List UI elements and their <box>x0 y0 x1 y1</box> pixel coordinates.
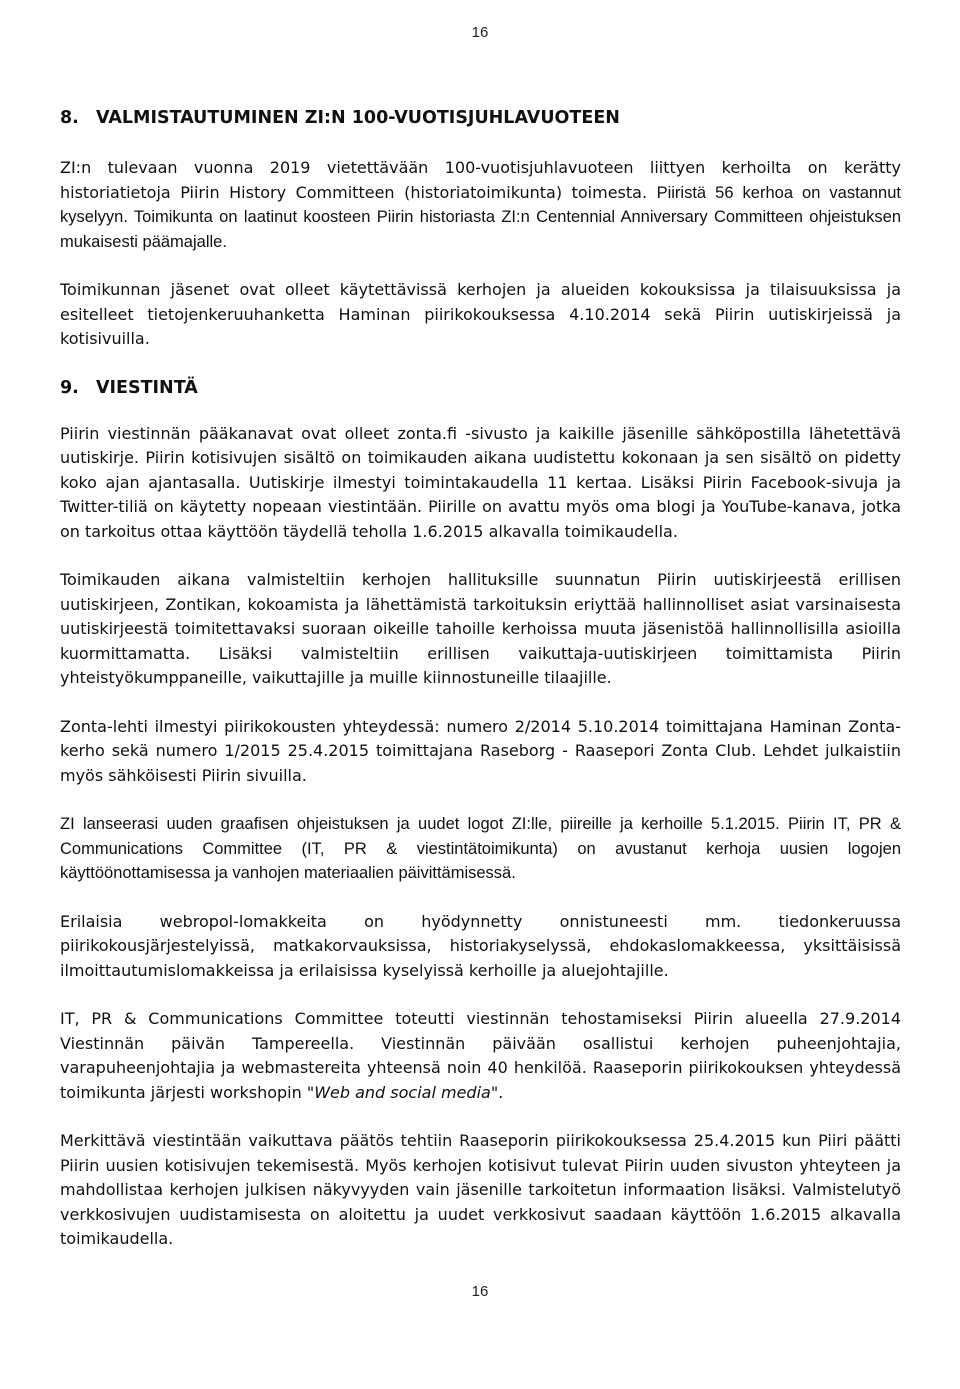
section-9-p6-part-b: ". <box>490 1082 504 1102</box>
section-8-paragraph-1 <box>60 156 901 254</box>
section-8-p1-part-b: Piiristä 56 kerhoa on vastannut kyselyyn. <box>60 183 901 226</box>
section-9-title: VIESTINTÄ <box>96 377 198 398</box>
page-number-header: 16 <box>471 24 489 41</box>
section-9-p6-part-a: IT, PR & Communications Committee toteutti viestinnän tehostamiseksi Piirin alueella 27.9.2014 Viestinnän päivän Tampereella. Viestinnän päivään osallistui kerhojen puheenjohtajia, varapuheenjohtajia ja webmastereita yhteensä noin 40 henkilöä. Raaseporin piirikokouksen yhteydessä toimikunta järjesti workshopin " <box>60 1009 901 1102</box>
section-9-paragraph-5: Erilaisia webropol-lomakkeita on hyödynnetty onnistuneesti mm. tiedonkeruussa piirikokousjärjestelyissä, matkakorvauksissa, historiakyselyssä, ehdokaslomakkeessa, yksittäisissä ilmoittautumislomakkeissa ja erilaisissa kyselyissä kerhoille ja aluejohtajille. <box>60 911 901 980</box>
section-9-heading <box>60 376 901 400</box>
section-8-p1-part-c: Toimikunta on laatinut koosteen Piirin historiasta ZI:n Centennial Anniversary Committeen ohjeistuksen mukaisesti päämajalle. <box>60 208 901 251</box>
page-number-footer: 16 <box>471 1283 489 1300</box>
section-9-number: 9. <box>60 377 79 398</box>
section-9-paragraph-2: Toimikauden aikana valmisteltiin kerhojen hallituksille suunnatun Piirin uutiskirjeestä erillisen uutiskirjeen, Zontikan, kokoamista ja lähettämistä tarkoituksin eriyttää hallinnolliset asiat varsinaisesta uutiskirjeestä toimitettavaksi suoraan oikeille tahoille kerhoissa muuta jäsenistöä hallinnollisilla asioilla kuormittamatta. Lisäksi valmisteltiin erillisen vaikuttaja-uutiskirjeen toimittamista Piirin yhteistyökumppaneille, vaikuttajille ja muille kiinnostuneille tilaajille. <box>60 570 901 687</box>
section-9-p6-emphasis: Web and social media <box>314 1082 491 1102</box>
section-8-paragraph-2: Toimikunnan jäsenet ovat olleet käytettävissä kerhojen ja alueiden kokouksissa ja tilaisuuksissa ja esitelleet tietojenkeruuhanketta Haminan piirikokouksessa 4.10.2014 sekä Piirin uutiskirjeissä ja kotisivuilla. <box>60 280 901 348</box>
section-9-paragraph-3: Zonta-lehti ilmestyi piirikokousten yhteydessä: numero 2/2014 5.10.2014 toimittajana Haminan Zonta-kerho sekä numero 1/2015 25.4.2015 toimittajana Raseborg - Raasepori Zonta Club. Lehdet julkaistiin myös sähköisesti Piirin sivuilla. <box>60 716 901 785</box>
section-9-paragraph-1: Piirin viestinnän pääkanavat ovat olleet zonta.fi -sivusto ja kaikille jäsenille sähköpostilla lähetettävä uutiskirje. Piirin kotisivujen sisältö on toimikauden aikana uudistettu kokonaan ja sen sisältö on pidetty koko ajan ajantasalla. Uutiskirje ilmestyi toimintakaudella 11 kertaa. Lisäksi Piirin Facebook-sivuja ja Twitter-tiliä on käytetty nopeaan viestintään. Piirille on avattu myös oma blogi ja YouTube-kanava, jotka on tarkoitus ottaa käyttöön täydellä teholla 1.6.2015 alkavalla toimikaudella. <box>60 423 901 541</box>
section-8-number: 8. <box>60 108 79 128</box>
document-body <box>60 106 901 1276</box>
section-8-title: VALMISTAUTUMINEN ZI:N 100-VUOTISJUHLAVUOTEEN <box>96 108 620 128</box>
section-9-paragraph-6 <box>60 1007 901 1105</box>
section-8-heading <box>60 106 901 130</box>
section-8-p1-part-a: ZI:n tulevaan vuonna 2019 vietettävään 100-vuotisjuhlavuoteen liittyen kerhoilta on kerätty historiatietoja Piirin History Committeen (historiatoimikunta) toimesta. <box>60 158 901 202</box>
section-9-paragraph-7: Merkittävä viestintään vaikuttava päätös tehtiin Raaseporin piirikokouksessa 25.4.2015 kun Piiri päätti Piirin uusien kotisivujen tekemisestä. Myös kerhojen kotisivut tulevat Piirin uuden sivuston yhteyteen ja mahdollistaa kerhojen julkisen näkyvyyden vain jäsenille tarkoitetun informaation lisäksi. Valmistelutyö verkkosivujen uudistamisesta on aloitettu ja uudet verkkosivut saadaan käyttöön 1.6.2015 alkavalla toimikaudella. <box>60 1131 901 1248</box>
section-9-paragraph-4: ZI lanseerasi uuden graafisen ohjeistuksen ja uudet logot ZI:lle, piireille ja kerhoille 5.1.2015. Piirin IT, PR & Communications Committee (IT, PR & viestintätoimikunta) on avustanut kerhoja uusien logojen käyttöönottamisessa ja vanhojen materiaalien päivittämisessä. <box>60 815 901 882</box>
